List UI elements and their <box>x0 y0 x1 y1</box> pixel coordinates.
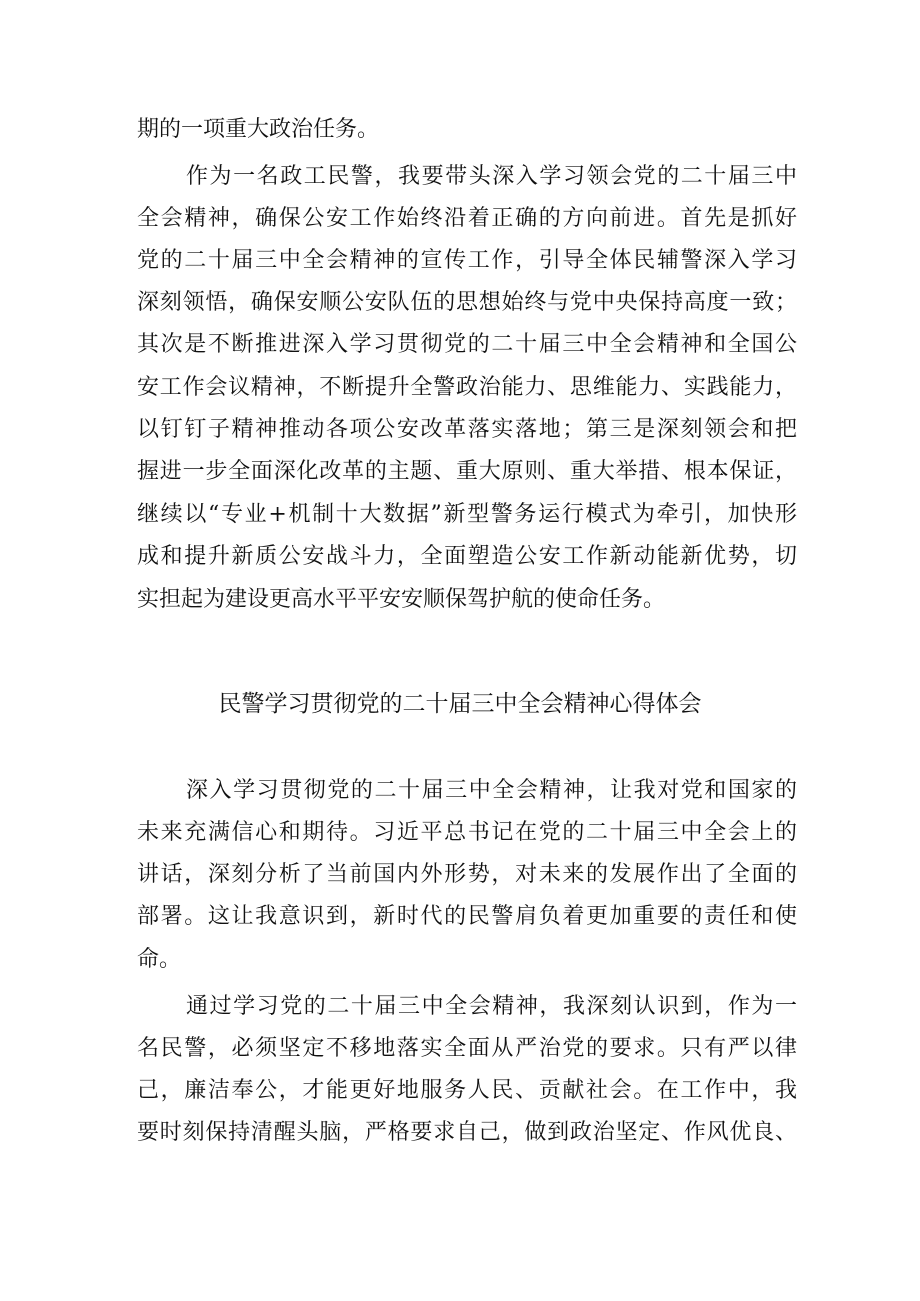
text-line: 要时刻保持清醒头脑，严格要求自己，做到政治坚定、作风优良、 <box>137 1120 797 1145</box>
text-line: 命。 <box>137 947 182 972</box>
text-line: 深入学习贯彻党的二十届三中全会精神，让我对党和国家的 <box>186 778 797 803</box>
text-line: 期的一项重大政治任务。 <box>137 117 380 142</box>
text-line: 通过学习党的二十届三中全会精神，我深刻认识到，作为一 <box>186 994 797 1019</box>
text-line: 以钉钉子精神推动各项公安改革落实落地；第三是深刻领会和把 <box>137 417 797 442</box>
text-line: 党的二十届三中全会精神的宣传工作，引导全体民辅警深入学习 <box>137 248 797 273</box>
text-line: 握进一步全面深化改革的主题、重大原则、重大举措、根本保证， <box>137 459 797 484</box>
text-line: 安工作会议精神，不断提升全警政治能力、思维能力、实践能力， <box>137 375 797 400</box>
text-line: 深刻领悟，确保安顺公安队伍的思想始终与党中央保持高度一致； <box>137 290 797 315</box>
text-line: 讲话，深刻分析了当前国内外形势，对未来的发展作出了全面的 <box>137 862 797 887</box>
text-line: 成和提升新质公安战斗力，全面塑造公安工作新动能新优势，切 <box>137 544 797 569</box>
section-title: 民警学习贯彻党的二十届三中全会精神心得体会 <box>218 691 702 717</box>
text-line: 己，廉洁奉公，才能更好地服务人民、贡献社会。在工作中，我 <box>137 1078 797 1103</box>
text-line: 全会精神，确保公安工作始终沿着正确的方向前进。首先是抓好 <box>137 206 797 231</box>
text-line: 实担起为建设更高水平平安安顺保驾护航的使命任务。 <box>137 587 666 612</box>
text-line: 名民警，必须坚定不移地落实全面从严治党的要求。只有严以律 <box>137 1036 797 1061</box>
text-line: 其次是不断推进深入学习贯彻党的二十届三中全会精神和全国公 <box>137 332 797 357</box>
text-line: 作为一名政工民警，我要带头深入学习领会党的二十届三中 <box>186 164 797 189</box>
text-line: 未来充满信心和期待。习近平总书记在党的二十届三中全会上的 <box>137 820 797 845</box>
text-line: 部署。这让我意识到，新时代的民警肩负着更加重要的责任和使 <box>137 904 797 929</box>
text-line: 继续以“专业+机制十大数据”新型警务运行模式为牵引，加快形 <box>137 502 797 527</box>
